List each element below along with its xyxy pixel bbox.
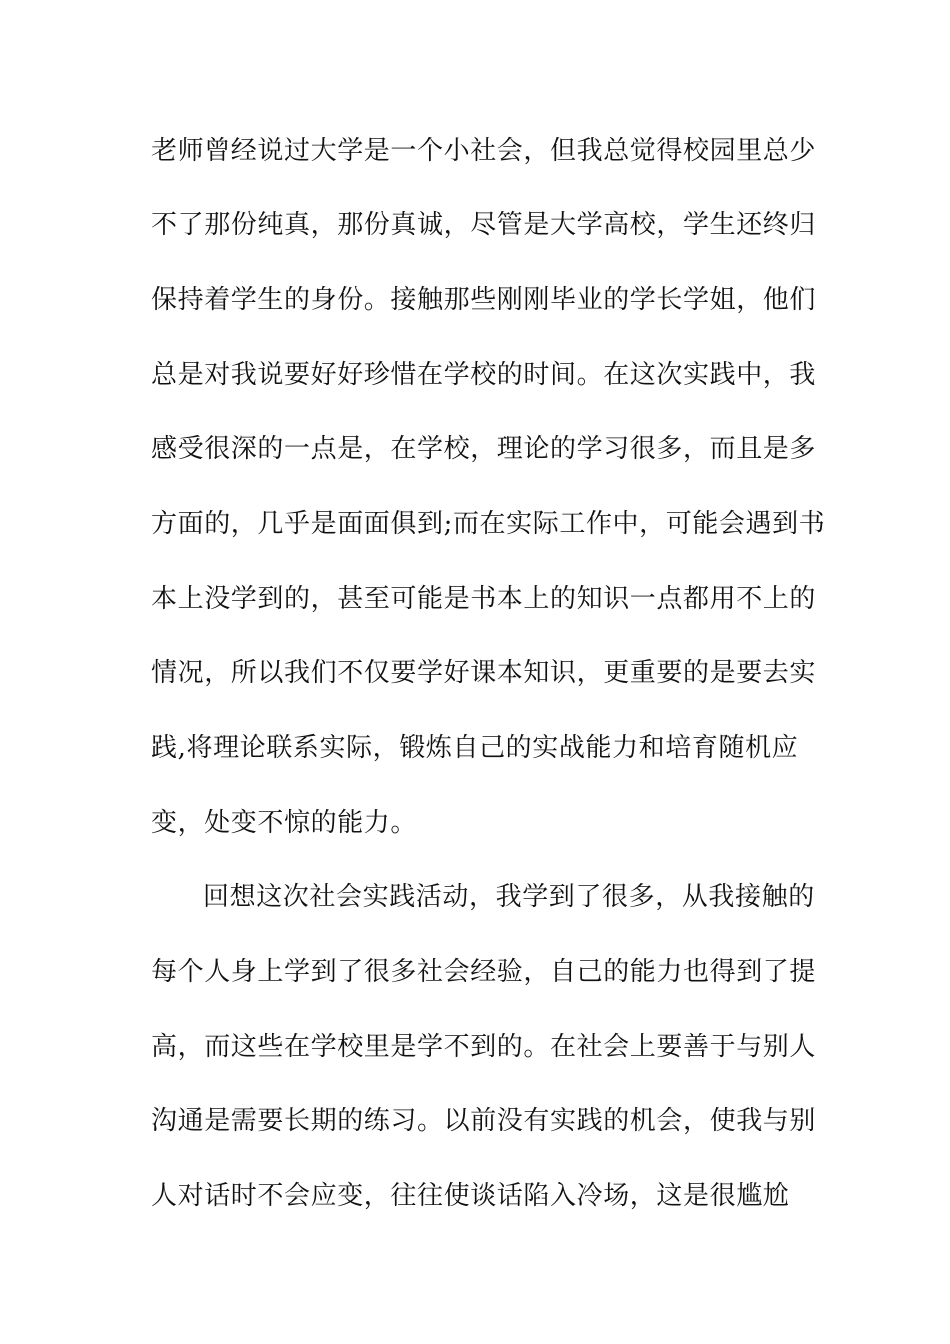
text-line: 本上没学到的，甚至可能是书本上的知识一点都用不上的 [151,584,817,614]
text-line: 高，而这些在学校里是学不到的。在社会上要善于与别人 [151,1032,817,1062]
text-line: 每个人身上学到了很多社会经验，自己的能力也得到了提 [151,957,817,987]
text-line: 老师曾经说过大学是一个小社会，但我总觉得校园里总少 [151,136,817,166]
text-line: 情况，所以我们不仅要学好课本知识，更重要的是要去实 [151,658,817,688]
text-line: 感受很深的一点是，在学校，理论的学习很多，而且是多 [151,434,817,464]
text-line: 不了那份纯真，那份真诚，尽管是大学高校，学生还终归 [151,210,817,240]
text-line: 践,将理论联系实际，锻炼自己的实战能力和培育随机应 [151,733,799,763]
text-line: 方面的，几乎是面面俱到;而在实际工作中，可能会遇到书 [151,509,826,539]
text-line: 变，处变不惊的能力。 [151,808,418,838]
text-line: 总是对我说要好好珍惜在学校的时间。在这次实践中，我 [151,360,817,390]
text-line-indented: 回想这次社会实践活动，我学到了很多，从我接触的 [203,882,815,912]
text-line: 沟通是需要长期的练习。以前没有实践的机会，使我与别 [151,1106,817,1136]
text-line: 保持着学生的身份。接触那些刚刚毕业的学长学姐，他们 [151,285,817,315]
text-line: 人对话时不会应变，往往使谈话陷入冷场，这是很尴尬 [151,1181,790,1211]
